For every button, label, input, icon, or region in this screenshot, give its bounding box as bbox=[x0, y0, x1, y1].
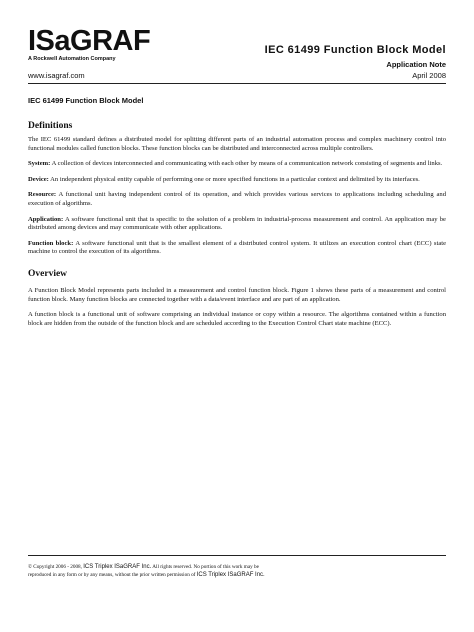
footer-line-2 bbox=[28, 571, 446, 579]
document-heading: IEC 61499 Function Block Model bbox=[28, 96, 144, 105]
definitions-intro: The IEC 61499 standard defines a distributed model for splitting different parts of an industrial automation process and complex machinery control into functional modules called function blocks. These function blocks can be distributed and interconnected across multiple controllers. bbox=[28, 136, 446, 152]
footer-rights-text: All rights reserved. No portion of this work may be bbox=[151, 564, 259, 570]
isagraf-logo bbox=[28, 26, 178, 62]
definition-term: Device: bbox=[28, 175, 49, 183]
footer-permission-text: reproduced in any form or by any means, without the prior written permission of bbox=[28, 572, 197, 578]
footer-divider bbox=[28, 555, 446, 556]
definition-resource bbox=[28, 191, 446, 208]
definition-text: A functional unit having independent control of its operation, and which provides various services to applications including scheduling and execution of algorithms. bbox=[28, 191, 446, 207]
main-content bbox=[28, 96, 446, 335]
definition-text: A software functional unit that is specific to the solution of a problem in industrial-process measurement and control. An application may be distributed among devices and may communicate with other applications. bbox=[28, 215, 446, 232]
footer-brand: ICS Triplex ISaGRAF Inc. bbox=[83, 564, 152, 570]
footer-line-1 bbox=[28, 563, 446, 571]
header-divider bbox=[28, 83, 446, 84]
definition-system bbox=[28, 160, 446, 169]
publication-date: April 2008 bbox=[412, 71, 446, 80]
definition-term: Application: bbox=[28, 215, 64, 223]
definition-text: A software functional unit that is the smallest element of a distributed control system. It utilizes an execution control chart (ECC) state machine to control the execution of its algorithms. bbox=[28, 239, 447, 256]
footer-brand: ICS Triplex ISaGRAF Inc. bbox=[196, 572, 265, 578]
overview-heading: Overview bbox=[28, 268, 68, 279]
document-subtitle: Application Note bbox=[386, 60, 446, 69]
definition-function-block bbox=[28, 240, 446, 257]
definition-device bbox=[28, 176, 446, 185]
definition-text: A collection of devices interconnected and communicating with each other by means of a communication network consisting of segments and links. bbox=[50, 160, 443, 168]
overview-paragraph-1: A Function Block Model represents parts included in a measurement and control function block. Figure 1 shows these parts of a measurement and control function block. Many function blocks are connected together with a data/event interface and are part of an application. bbox=[28, 286, 446, 303]
website-link[interactable]: www.isagraf.com bbox=[28, 71, 85, 80]
copyright-footer bbox=[28, 563, 446, 579]
definitions-heading: Definitions bbox=[28, 121, 73, 131]
footer-copyright-prefix: © Copyright 2006 - 2008, bbox=[28, 564, 82, 570]
page-header bbox=[28, 26, 446, 80]
definition-application bbox=[28, 216, 446, 233]
overview-paragraph-2: A function block is a functional unit of software comprising an individual instance or copy within a resource. The algorithms contained within a function block are hidden from the outside of the function block and are scheduled according to the Execution Control Chart state machine (ECC). bbox=[28, 311, 446, 327]
logo-tagline: A Rockwell Automation Company bbox=[28, 56, 116, 62]
logo-wordmark: ISaGRAF bbox=[28, 25, 151, 57]
definition-term: Function block: bbox=[28, 239, 74, 247]
definition-term: Resource: bbox=[28, 191, 57, 199]
document-title: IEC 61499 Function Block Model bbox=[264, 44, 446, 56]
definition-text: An independent physical entity capable of performing one or more specified functions in a particular context and delimited by its interfaces. bbox=[48, 175, 420, 183]
definition-term: System: bbox=[28, 160, 51, 168]
